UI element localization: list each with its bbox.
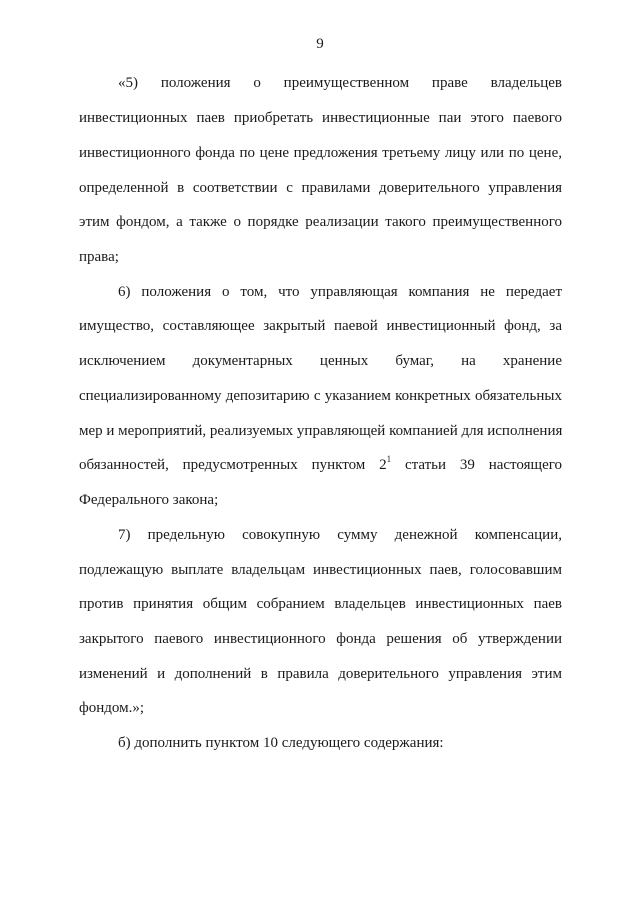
page-number: 9 [316,36,324,52]
text-line: исключением документарных ценных бумаг, на хранение [79,353,562,369]
text-line: б) дополнить пунктом 10 следующего содержания: [118,735,444,751]
superscript: 1 [386,454,392,464]
text-line: закрытого паевого инвестиционного фонда решения об утверждении [79,631,562,647]
text-line: инвестиционного фонда по цене предложения третьему лицу или по цене, [79,145,562,161]
text-line: определенной в соответствии с правилами доверительного управления [79,180,562,196]
text-line-with-superscript [79,456,562,475]
text-line: инвестиционных паев приобретать инвестиционные паи этого паевого [79,110,562,126]
text-line: против принятия общим собранием владельцев инвестиционных паев [79,596,562,612]
text-line: имущество, составляющее закрытый паевой инвестиционный фонд, за [79,318,562,334]
text-line: фондом.»; [79,700,145,716]
text-line: этим фондом, а также о порядке реализации такого преимущественного [79,214,562,230]
text-line: изменений и дополнений в правила доверительного управления этим [79,666,562,682]
text-line: подлежащую выплате владельцам инвестиционных паев, голосовавшим [79,562,562,578]
text-line: специализированному депозитарию с указанием конкретных обязательных [79,388,562,404]
text-line: мер и мероприятий, реализуемых управляющей компанией для исполнения [79,423,563,439]
text-segment: обязанностей, предусмотренных пунктом 2 [79,457,387,473]
text-line: 7) предельную совокупную сумму денежной компенсации, [118,527,562,543]
text-segment: статьи 39 настоящего [391,457,562,473]
text-line: «5) положения о преимущественном праве владельцев [118,75,562,91]
text-line: 6) положения о том, что управляющая компания не передает [118,284,562,300]
text-line: права; [79,249,119,265]
text-line: Федерального закона; [79,492,219,508]
